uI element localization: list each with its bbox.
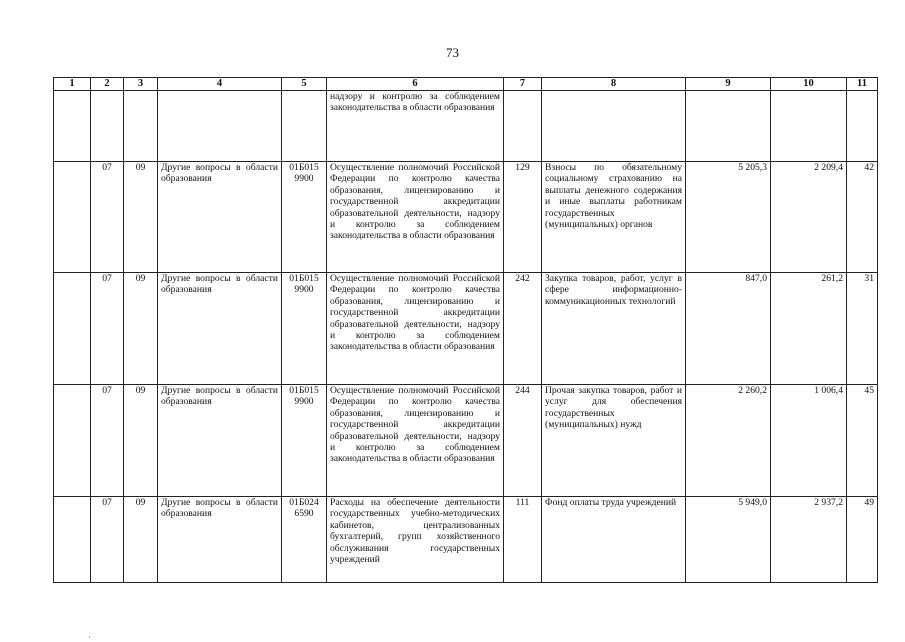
expense-type-name-cell: Взносы по обязательному социальному страхованию на выплаты денежного содержания и иные выплаты работникам государственных (муниципальных) органов — [542, 162, 686, 273]
amount-cell: 847,0 — [686, 273, 771, 385]
table-row — [54, 162, 878, 273]
header-row — [54, 78, 878, 91]
purpose-cell: Расходы на обеспечение деятельности государственных учебно-методических кабинетов, централизованных бухгалтерий, групп хозяйственного обслуживания государственных учреждений — [327, 497, 504, 583]
budget-table — [53, 77, 878, 583]
column-header: 4 — [158, 78, 282, 91]
section-name-cell: Другие вопросы в области образования — [158, 162, 282, 273]
column-header: 10 — [771, 78, 847, 91]
section-code-cell: 07 — [91, 385, 124, 497]
expense-type-name-cell: Фонд оплаты труда учреждений — [542, 497, 686, 583]
amount-cell: 2 260,2 — [686, 385, 771, 497]
expense-type-code-cell: 242 — [504, 273, 542, 385]
column-header: 3 — [124, 78, 158, 91]
purpose-cell: Осуществление полномочий Российской Федерации по контролю качества образования, лицензированию и государственной аккредитации образовательной деятельности, надзору и контролю за соблюдением законодательства в области образования — [327, 273, 504, 385]
page-number: 73 — [446, 45, 459, 60]
target-article-cell: 01Б015 9900 — [282, 273, 327, 385]
subsection-code-cell: 09 — [124, 162, 158, 273]
percent-cell: 42 — [847, 162, 878, 273]
executed-amount-cell: 1 006,4 — [771, 385, 847, 497]
subsection-code-cell: 09 — [124, 385, 158, 497]
scan-mark: · — [88, 632, 91, 642]
section-code-cell: 07 — [91, 162, 124, 273]
column-header: 8 — [542, 78, 686, 91]
expense-type-code-cell: 111 — [504, 497, 542, 583]
target-article-cell: 01Б024 6590 — [282, 497, 327, 583]
amount-cell: 5 205,3 — [686, 162, 771, 273]
executed-amount-cell: 2 209,4 — [771, 162, 847, 273]
expense-type-name-cell: Закупка товаров, работ, услуг в сфере информационно-коммуникационных технологий — [542, 273, 686, 385]
percent-cell: 45 — [847, 385, 878, 497]
column-header: 9 — [686, 78, 771, 91]
column-header: 11 — [847, 78, 878, 91]
executed-amount-cell: 261,2 — [771, 273, 847, 385]
purpose-cell: Осуществление полномочий Российской Федерации по контролю качества образования, лицензированию и государственной аккредитации образовательной деятельности, надзору и контролю за соблюдением законодательства в области образования — [327, 385, 504, 497]
executed-amount-cell: 2 937,2 — [771, 497, 847, 583]
column-header: 1 — [54, 78, 91, 91]
column-header: 7 — [504, 78, 542, 91]
amount-cell: 5 949,0 — [686, 497, 771, 583]
expense-type-code-cell: 244 — [504, 385, 542, 497]
section-name-cell: Другие вопросы в области образования — [158, 385, 282, 497]
section-name-cell: Другие вопросы в области образования — [158, 273, 282, 385]
percent-cell: 49 — [847, 497, 878, 583]
expense-type-name-cell: Прочая закупка товаров, работ и услуг для обеспечения государственных (муниципальных) нужд — [542, 385, 686, 497]
column-header: 5 — [282, 78, 327, 91]
subsection-code-cell: 09 — [124, 497, 158, 583]
percent-cell: 31 — [847, 273, 878, 385]
target-article-cell: 01Б015 9900 — [282, 162, 327, 273]
section-name-cell: Другие вопросы в области образования — [158, 497, 282, 583]
section-code-cell: 07 — [91, 497, 124, 583]
column-header: 2 — [91, 78, 124, 91]
table-row — [54, 497, 878, 583]
table-row-continuation — [54, 91, 878, 162]
target-article-cell: 01Б015 9900 — [282, 385, 327, 497]
column-header: 6 — [327, 78, 504, 91]
expense-type-code-cell: 129 — [504, 162, 542, 273]
purpose-cell: надзору и контролю за соблюдением законодательства в области образования — [327, 91, 504, 162]
purpose-cell: Осуществление полномочий Российской Федерации по контролю качества образования, лицензированию и государственной аккредитации образовательной деятельности, надзору и контролю за соблюдением законодательства в области образования — [327, 162, 504, 273]
table-row — [54, 385, 878, 497]
table-row — [54, 273, 878, 385]
section-code-cell: 07 — [91, 273, 124, 385]
subsection-code-cell: 09 — [124, 273, 158, 385]
